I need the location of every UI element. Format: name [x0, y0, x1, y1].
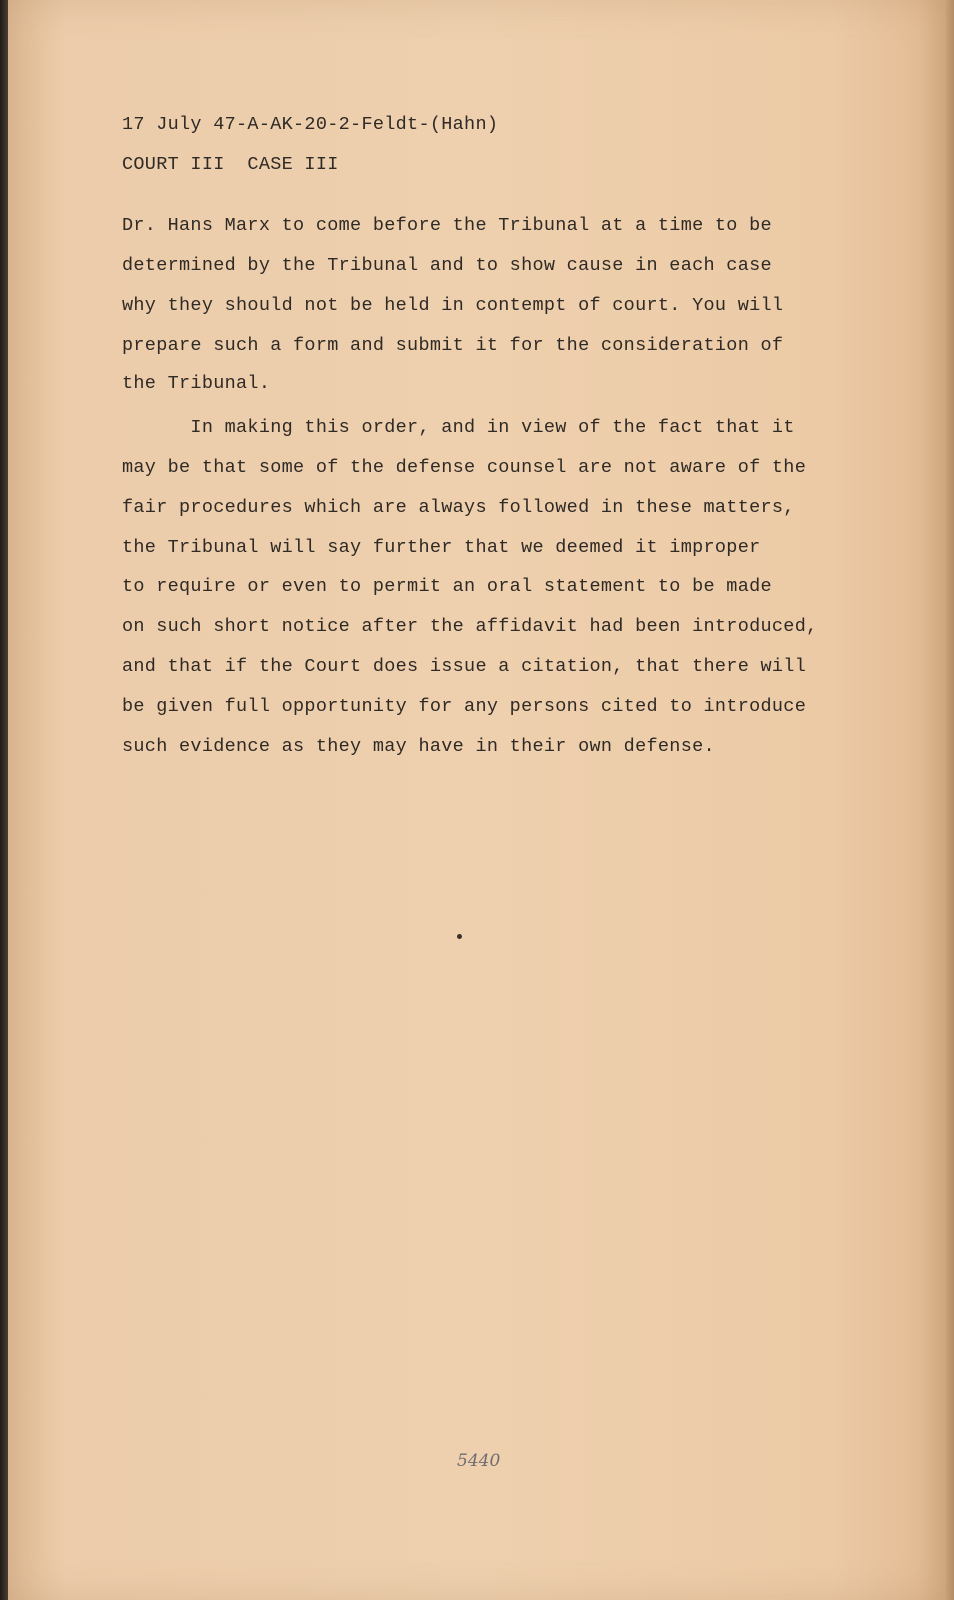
text-line: why they should not be held in contempt of court. You will: [122, 295, 784, 316]
text-line: may be that some of the defense counsel are not aware of the: [122, 457, 807, 478]
text-line: to require or even to permit an oral statement to be made: [122, 576, 772, 597]
text-line: the Tribunal will say further that we deemed it improper: [122, 537, 761, 558]
document-reference-line: 17 July 47-A-AK-20-2-Feldt-(Hahn): [122, 114, 499, 135]
court-case-line: COURT III CASE III: [122, 154, 339, 175]
text-line: Dr. Hans Marx to come before the Tribunal at a time to be: [122, 215, 772, 236]
text-line: In making this order, and in view of the fact that it: [122, 417, 795, 438]
text-line: prepare such a form and submit it for the consideration of: [122, 335, 784, 356]
text-line: on such short notice after the affidavit had been introduced,: [122, 616, 818, 637]
text-line: be given full opportunity for any persons cited to introduce: [122, 696, 807, 717]
document-page: [8, 0, 946, 1600]
text-line: and that if the Court does issue a citation, that there will: [122, 656, 807, 677]
text-line: determined by the Tribunal and to show cause in each case: [122, 255, 772, 276]
scan-right-edge: [946, 0, 954, 1600]
text-line: such evidence as they may have in their own defense.: [122, 736, 715, 757]
scan-left-edge: [0, 0, 8, 1600]
ink-speck: [457, 934, 462, 939]
text-line: fair procedures which are always followed in these matters,: [122, 497, 795, 518]
page-number: 5440: [457, 1451, 501, 1471]
text-line: the Tribunal.: [122, 373, 271, 394]
